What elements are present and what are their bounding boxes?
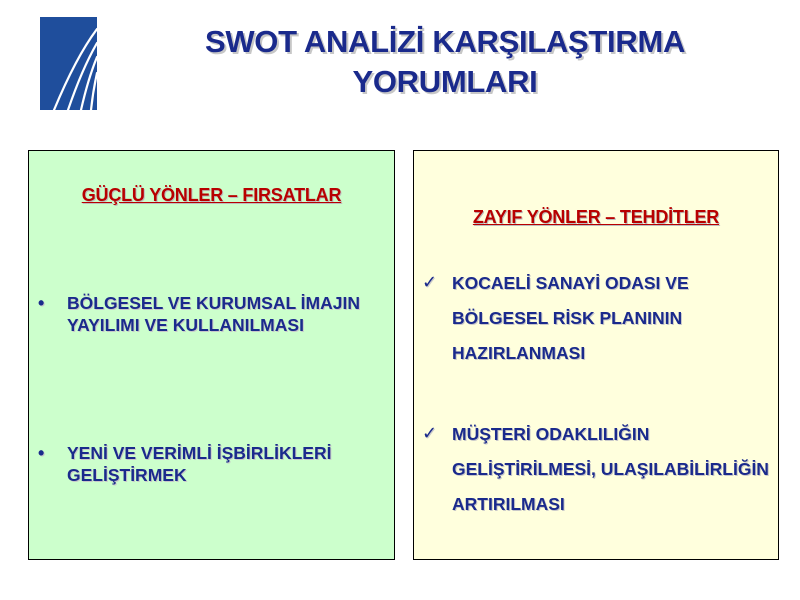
list-item-text: BÖLGESEL VE KURUMSAL İMAJIN YAYILIMI VE KULLANILMASI [67, 293, 360, 335]
checkmark-icon: ✓ [422, 272, 438, 292]
title-line-2: YORUMLARI [352, 64, 538, 99]
list-item [420, 266, 775, 371]
list-item-text: MÜŞTERİ ODAKLILIĞIN GELİŞTİRİLMESİ, ULAŞILABİLİRLİĞİN ARTIRILMASI [452, 424, 769, 514]
list-item [34, 292, 389, 336]
list-item-text: YENİ VE VERİMLİ İŞBİRLİKLERİ GELİŞTİRMEK [67, 443, 332, 485]
bullet-icon: • [38, 293, 45, 313]
list-item [34, 442, 389, 486]
bullet-icon: • [38, 443, 45, 463]
strengths-opportunities-panel [28, 150, 395, 560]
page-title [100, 22, 790, 102]
list-item-text: KOCAELİ SANAYİ ODASI VE BÖLGESEL RİSK PLANININ HAZIRLANMASI [452, 273, 689, 363]
logo-icon [40, 17, 97, 110]
weaknesses-threats-panel [413, 150, 779, 560]
checkmark-icon: ✓ [422, 423, 438, 443]
panel-heading: GÜÇLÜ YÖNLER – FIRSATLAR [81, 185, 342, 205]
panel-heading: ZAYIF YÖNLER – TEHDİTLER [472, 207, 720, 227]
list-item [420, 417, 775, 522]
title-line-1: SWOT ANALİZİ KARŞILAŞTIRMA [204, 24, 686, 59]
